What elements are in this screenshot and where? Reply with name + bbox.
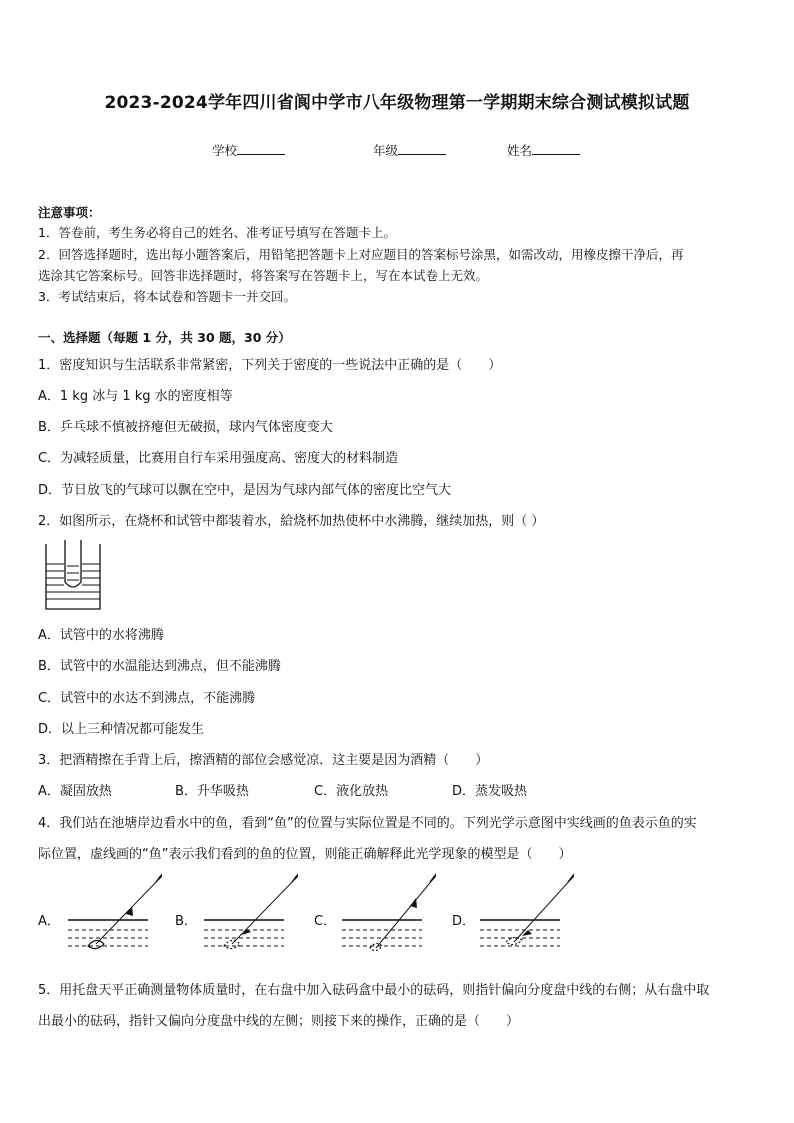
school-blank	[237, 142, 285, 155]
q4-option-d-label: D．	[452, 914, 476, 929]
grade-field	[373, 141, 446, 159]
notice-item-3: 3．考试结束后，将本试卷和答题卡一并交回。	[38, 289, 296, 304]
name-label: 姓名	[507, 143, 533, 158]
q2-option-c: C．试管中的水达不到沸点，不能沸腾	[38, 691, 256, 706]
grade-blank	[398, 142, 446, 155]
eye-icon	[430, 874, 436, 882]
q1-option-b: B．乒乓球不慎被挤瘪但无破损，球内气体密度变大	[38, 420, 333, 435]
light-ray	[96, 878, 160, 944]
eye-icon	[568, 874, 574, 882]
q1-option-a: A．1 kg 冰与 1 kg 水的密度相等	[38, 389, 233, 404]
q3-option-d: D．蒸发吸热	[452, 784, 528, 799]
q2-option-a: A．试管中的水将沸腾	[38, 628, 164, 643]
notice-item-2: 2．回答选择题时，选出每小题答案后，用铅笔把答题卡上对应题目的答案标号涂黑，如需改动，用橡皮擦干净后，再	[38, 247, 684, 262]
fish-icon	[506, 937, 522, 944]
notice-heading: 注意事项：	[38, 205, 101, 220]
notice-item-1: 1．答卷前，考生务必将自己的姓名、准考证号填写在答题卡上。	[38, 225, 396, 240]
q3-option-c: C．液化放热	[314, 784, 389, 799]
water-dashes	[480, 930, 560, 946]
water-dashes	[68, 930, 148, 946]
grade-label: 年级	[373, 143, 399, 158]
q4-diagram-a	[66, 872, 162, 964]
q2-option-d: D．以上三种情况都可能发生	[38, 722, 205, 737]
water-dashes	[204, 930, 284, 946]
notice-item-2-cont: 选涂其它答案标号。回答非选择题时，将答案写在答题卡上，写在本试卷上无效。	[38, 268, 489, 283]
light-ray	[514, 878, 572, 942]
q4-stem-line1: 4．我们站在池塘岸边看水中的鱼，看到“鱼”的位置与实际位置是不同的。下列光学示意图中实线画的鱼表示鱼的实	[38, 816, 697, 831]
fish-icon	[88, 940, 104, 948]
q1-stem: 1．密度知识与生活联系非常紧密，下列关于密度的一些说法中正确的是（ ）	[38, 358, 502, 373]
q4-option-b-label: B．	[175, 914, 197, 929]
section-heading: 一、选择题（每题 1 分，共 30 题，30 分）	[38, 330, 291, 345]
light-ray	[376, 878, 434, 948]
light-ray	[232, 878, 296, 944]
eye-icon	[156, 874, 162, 882]
q2-option-b: B．试管中的水温能达到沸点，但不能沸腾	[38, 659, 281, 674]
q5-stem-line2: 出最小的砝码，指针又偏向分度盘中线的左侧；则接下来的操作，正确的是（ ）	[38, 1014, 520, 1029]
q4-option-c-label: C．	[314, 914, 337, 929]
water-dashes	[342, 930, 422, 946]
school-label: 学校	[212, 143, 238, 158]
q2-stem: 2．如图所示，在烧杯和试管中都装着水，給烧杯加热使杯中水沸腾，继续加热，则（ ）	[38, 514, 545, 529]
school-field	[212, 141, 285, 159]
q3-stem: 3．把酒精擦在手背上后，擦酒精的部位会感觉凉．这主要是因为酒精（ ）	[38, 753, 489, 768]
beaker-test-tube-figure	[38, 538, 108, 612]
q4-diagram-b	[202, 872, 298, 964]
q1-option-d: D．节日放飞的气球可以飘在空中，是因为气球内部气体的密度比空气大	[38, 483, 452, 498]
page-title: 2023-2024学年四川省阆中学市八年级物理第一学期期末综合测试模拟试题	[104, 93, 690, 113]
name-blank	[532, 142, 580, 155]
q5-stem-line1: 5．用托盘天平正确测量物体质量时，在右盘中加入砝码盒中最小的砝码，则指针偏向分度盘中线的右侧；从右盘中取	[38, 983, 710, 998]
arrow-icon	[126, 906, 133, 916]
q1-option-c: C．为减轻质量，比赛用自行车采用强度高、密度大的材料制造	[38, 451, 399, 466]
eye-icon	[292, 874, 298, 882]
q3-option-a: A．凝固放热	[38, 784, 112, 799]
q4-diagram-d	[478, 872, 574, 964]
water-lines	[46, 564, 100, 599]
q4-diagram-c	[340, 872, 436, 964]
q4-option-a-label: A．	[38, 914, 60, 929]
name-field	[507, 141, 580, 159]
q3-option-b: B．升华吸热	[175, 784, 249, 799]
fish-icon	[224, 940, 240, 948]
fish-icon	[370, 943, 382, 950]
q4-stem-line2: 际位置，虚线画的“鱼”表示我们看到的鱼的位置，则能正确解释此光学现象的模型是（ ）	[38, 847, 572, 862]
arrow-icon	[410, 898, 417, 908]
